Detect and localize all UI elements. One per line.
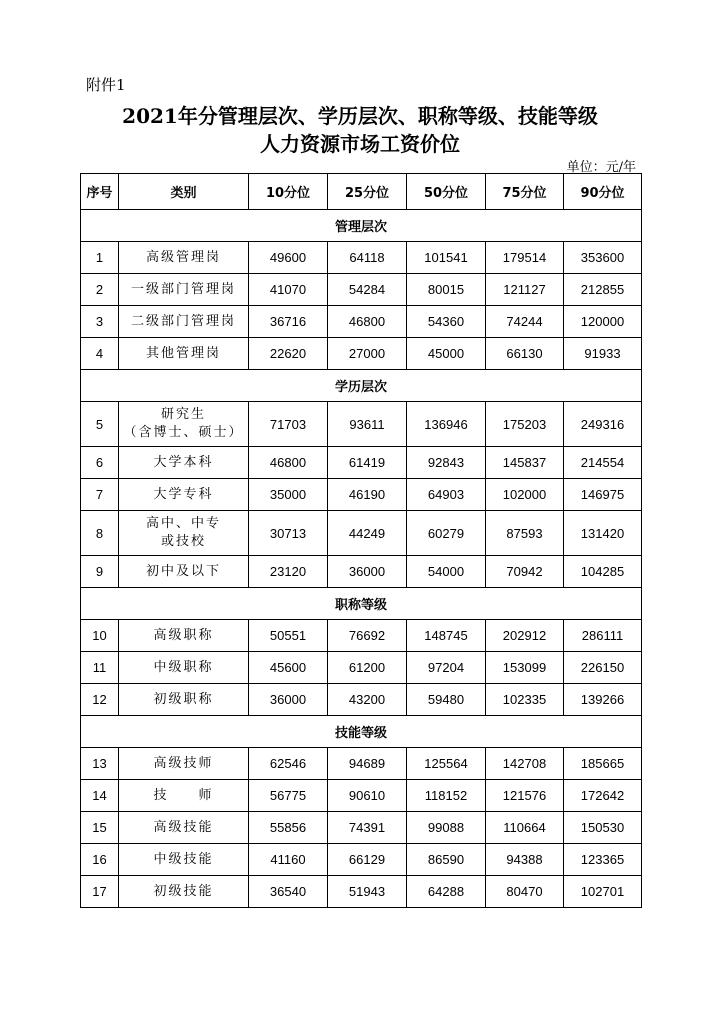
table-row xyxy=(81,876,642,908)
category-cell xyxy=(119,844,249,876)
table-row xyxy=(81,780,642,812)
table-row xyxy=(81,844,642,876)
header-cell: 90分位 xyxy=(564,174,642,210)
value-cell: 71703 xyxy=(249,402,328,447)
table-row xyxy=(81,748,642,780)
value-cell: 212855 xyxy=(564,274,642,306)
section-row xyxy=(81,210,642,242)
header-cell: 序号 xyxy=(81,174,119,210)
table-row xyxy=(81,242,642,274)
value-cell: 118152 xyxy=(407,780,486,812)
row-index: 8 xyxy=(81,511,119,556)
row-index: 3 xyxy=(81,306,119,338)
category-cell xyxy=(119,652,249,684)
category-label: 初中及以下 xyxy=(145,563,221,579)
value-cell: 64903 xyxy=(407,479,486,511)
table-row xyxy=(81,402,642,447)
value-cell: 35000 xyxy=(249,479,328,511)
value-cell: 60279 xyxy=(407,511,486,556)
value-cell: 146975 xyxy=(564,479,642,511)
attachment-label: 附件1 xyxy=(86,76,126,94)
value-cell: 23120 xyxy=(249,556,328,588)
value-cell: 54000 xyxy=(407,556,486,588)
value-cell: 74244 xyxy=(486,306,564,338)
category-cell xyxy=(119,511,249,556)
table-row xyxy=(81,447,642,479)
category-label: 中级职称 xyxy=(153,659,214,675)
table-row xyxy=(81,338,642,370)
category-label: 一级部门管理岗 xyxy=(130,281,236,297)
value-cell: 87593 xyxy=(486,511,564,556)
value-cell: 123365 xyxy=(564,844,642,876)
value-cell: 36716 xyxy=(249,306,328,338)
table-row xyxy=(81,652,642,684)
document-title-line1: 2021年分管理层次、学历层次、职称等级、技能等级 xyxy=(122,104,598,128)
category-cell xyxy=(119,876,249,908)
category-cell xyxy=(119,479,249,511)
value-cell: 43200 xyxy=(328,684,407,716)
section-title: 学历层次 xyxy=(81,370,642,402)
table-row xyxy=(81,620,642,652)
value-cell: 80470 xyxy=(486,876,564,908)
value-cell: 56775 xyxy=(249,780,328,812)
value-cell: 121576 xyxy=(486,780,564,812)
value-cell: 41160 xyxy=(249,844,328,876)
value-cell: 64288 xyxy=(407,876,486,908)
value-cell: 226150 xyxy=(564,652,642,684)
row-index: 15 xyxy=(81,812,119,844)
value-cell: 121127 xyxy=(486,274,564,306)
category-cell xyxy=(119,812,249,844)
section-row xyxy=(81,370,642,402)
section-row xyxy=(81,588,642,620)
value-cell: 30713 xyxy=(249,511,328,556)
value-cell: 36000 xyxy=(328,556,407,588)
value-cell: 202912 xyxy=(486,620,564,652)
category-label: 其他管理岗 xyxy=(145,345,221,361)
category-cell xyxy=(119,242,249,274)
value-cell: 36540 xyxy=(249,876,328,908)
category-label-line2: 或技校 xyxy=(160,534,206,549)
table-row xyxy=(81,556,642,588)
row-index: 14 xyxy=(81,780,119,812)
value-cell: 249316 xyxy=(564,402,642,447)
value-cell: 76692 xyxy=(328,620,407,652)
category-label: 技 师 xyxy=(153,787,214,803)
row-index: 10 xyxy=(81,620,119,652)
table-row xyxy=(81,274,642,306)
value-cell: 150530 xyxy=(564,812,642,844)
section-title: 技能等级 xyxy=(81,716,642,748)
value-cell: 51943 xyxy=(328,876,407,908)
table-row xyxy=(81,511,642,556)
category-cell xyxy=(119,274,249,306)
header-cell: 75分位 xyxy=(486,174,564,210)
row-index: 2 xyxy=(81,274,119,306)
header-cell: 50分位 xyxy=(407,174,486,210)
value-cell: 102701 xyxy=(564,876,642,908)
value-cell: 148745 xyxy=(407,620,486,652)
value-cell: 62546 xyxy=(249,748,328,780)
value-cell: 91933 xyxy=(564,338,642,370)
category-label: 大学本科 xyxy=(153,454,214,470)
value-cell: 175203 xyxy=(486,402,564,447)
category-label: 高级技能 xyxy=(153,819,214,835)
header-cell: 10分位 xyxy=(249,174,328,210)
value-cell: 45000 xyxy=(407,338,486,370)
section-title: 管理层次 xyxy=(81,210,642,242)
row-index: 5 xyxy=(81,402,119,447)
value-cell: 172642 xyxy=(564,780,642,812)
value-cell: 61419 xyxy=(328,447,407,479)
value-cell: 46800 xyxy=(249,447,328,479)
value-cell: 66130 xyxy=(486,338,564,370)
value-cell: 22620 xyxy=(249,338,328,370)
value-cell: 66129 xyxy=(328,844,407,876)
value-cell: 80015 xyxy=(407,274,486,306)
category-cell xyxy=(119,402,249,447)
value-cell: 142708 xyxy=(486,748,564,780)
value-cell: 179514 xyxy=(486,242,564,274)
value-cell: 131420 xyxy=(564,511,642,556)
category-cell xyxy=(119,748,249,780)
value-cell: 110664 xyxy=(486,812,564,844)
value-cell: 101541 xyxy=(407,242,486,274)
row-index: 1 xyxy=(81,242,119,274)
value-cell: 286111 xyxy=(564,620,642,652)
row-index: 13 xyxy=(81,748,119,780)
section-title: 职称等级 xyxy=(81,588,642,620)
header-cell: 类别 xyxy=(119,174,249,210)
value-cell: 61200 xyxy=(328,652,407,684)
row-index: 7 xyxy=(81,479,119,511)
category-label: 高级职称 xyxy=(153,627,214,643)
value-cell: 54284 xyxy=(328,274,407,306)
value-cell: 153099 xyxy=(486,652,564,684)
document-title-line2: 人力资源市场工资价位 xyxy=(260,132,460,156)
value-cell: 104285 xyxy=(564,556,642,588)
category-label: 中级技能 xyxy=(153,851,214,867)
value-cell: 94388 xyxy=(486,844,564,876)
value-cell: 46800 xyxy=(328,306,407,338)
category-label: 初级职称 xyxy=(153,691,214,707)
category-label: 大学专科 xyxy=(153,486,214,502)
row-index: 11 xyxy=(81,652,119,684)
table-row xyxy=(81,812,642,844)
row-index: 9 xyxy=(81,556,119,588)
value-cell: 102335 xyxy=(486,684,564,716)
value-cell: 102000 xyxy=(486,479,564,511)
category-label-line2: （含博士、硕士） xyxy=(123,425,244,440)
table-row xyxy=(81,479,642,511)
value-cell: 64118 xyxy=(328,242,407,274)
row-index: 4 xyxy=(81,338,119,370)
row-index: 12 xyxy=(81,684,119,716)
section-row xyxy=(81,716,642,748)
category-label: 高级技师 xyxy=(153,755,214,771)
value-cell: 49600 xyxy=(249,242,328,274)
header-cell: 25分位 xyxy=(328,174,407,210)
value-cell: 45600 xyxy=(249,652,328,684)
table-header-row xyxy=(81,174,642,210)
row-index: 16 xyxy=(81,844,119,876)
value-cell: 139266 xyxy=(564,684,642,716)
value-cell: 97204 xyxy=(407,652,486,684)
value-cell: 54360 xyxy=(407,306,486,338)
category-cell xyxy=(119,684,249,716)
value-cell: 46190 xyxy=(328,479,407,511)
value-cell: 55856 xyxy=(249,812,328,844)
category-label: 二级部门管理岗 xyxy=(130,313,236,329)
value-cell: 44249 xyxy=(328,511,407,556)
category-cell xyxy=(119,306,249,338)
table-body xyxy=(81,210,642,908)
value-cell: 86590 xyxy=(407,844,486,876)
value-cell: 145837 xyxy=(486,447,564,479)
value-cell: 41070 xyxy=(249,274,328,306)
value-cell: 92843 xyxy=(407,447,486,479)
value-cell: 99088 xyxy=(407,812,486,844)
value-cell: 70942 xyxy=(486,556,564,588)
value-cell: 74391 xyxy=(328,812,407,844)
value-cell: 214554 xyxy=(564,447,642,479)
category-cell xyxy=(119,556,249,588)
value-cell: 120000 xyxy=(564,306,642,338)
category-cell xyxy=(119,338,249,370)
category-cell xyxy=(119,780,249,812)
value-cell: 90610 xyxy=(328,780,407,812)
category-label: 初级技能 xyxy=(153,883,214,899)
category-label: 高中、中专 xyxy=(145,516,221,531)
value-cell: 125564 xyxy=(407,748,486,780)
value-cell: 185665 xyxy=(564,748,642,780)
value-cell: 59480 xyxy=(407,684,486,716)
category-label: 高级管理岗 xyxy=(145,249,221,265)
row-index: 17 xyxy=(81,876,119,908)
value-cell: 50551 xyxy=(249,620,328,652)
category-cell xyxy=(119,620,249,652)
value-cell: 36000 xyxy=(249,684,328,716)
table-row xyxy=(81,684,642,716)
row-index: 6 xyxy=(81,447,119,479)
value-cell: 27000 xyxy=(328,338,407,370)
category-cell xyxy=(119,447,249,479)
table-row xyxy=(81,306,642,338)
value-cell: 353600 xyxy=(564,242,642,274)
value-cell: 93611 xyxy=(328,402,407,447)
category-label: 研究生 xyxy=(160,407,206,422)
value-cell: 94689 xyxy=(328,748,407,780)
unit-label: 单位：元/年 xyxy=(566,160,636,175)
value-cell: 136946 xyxy=(407,402,486,447)
wage-table xyxy=(80,173,642,908)
